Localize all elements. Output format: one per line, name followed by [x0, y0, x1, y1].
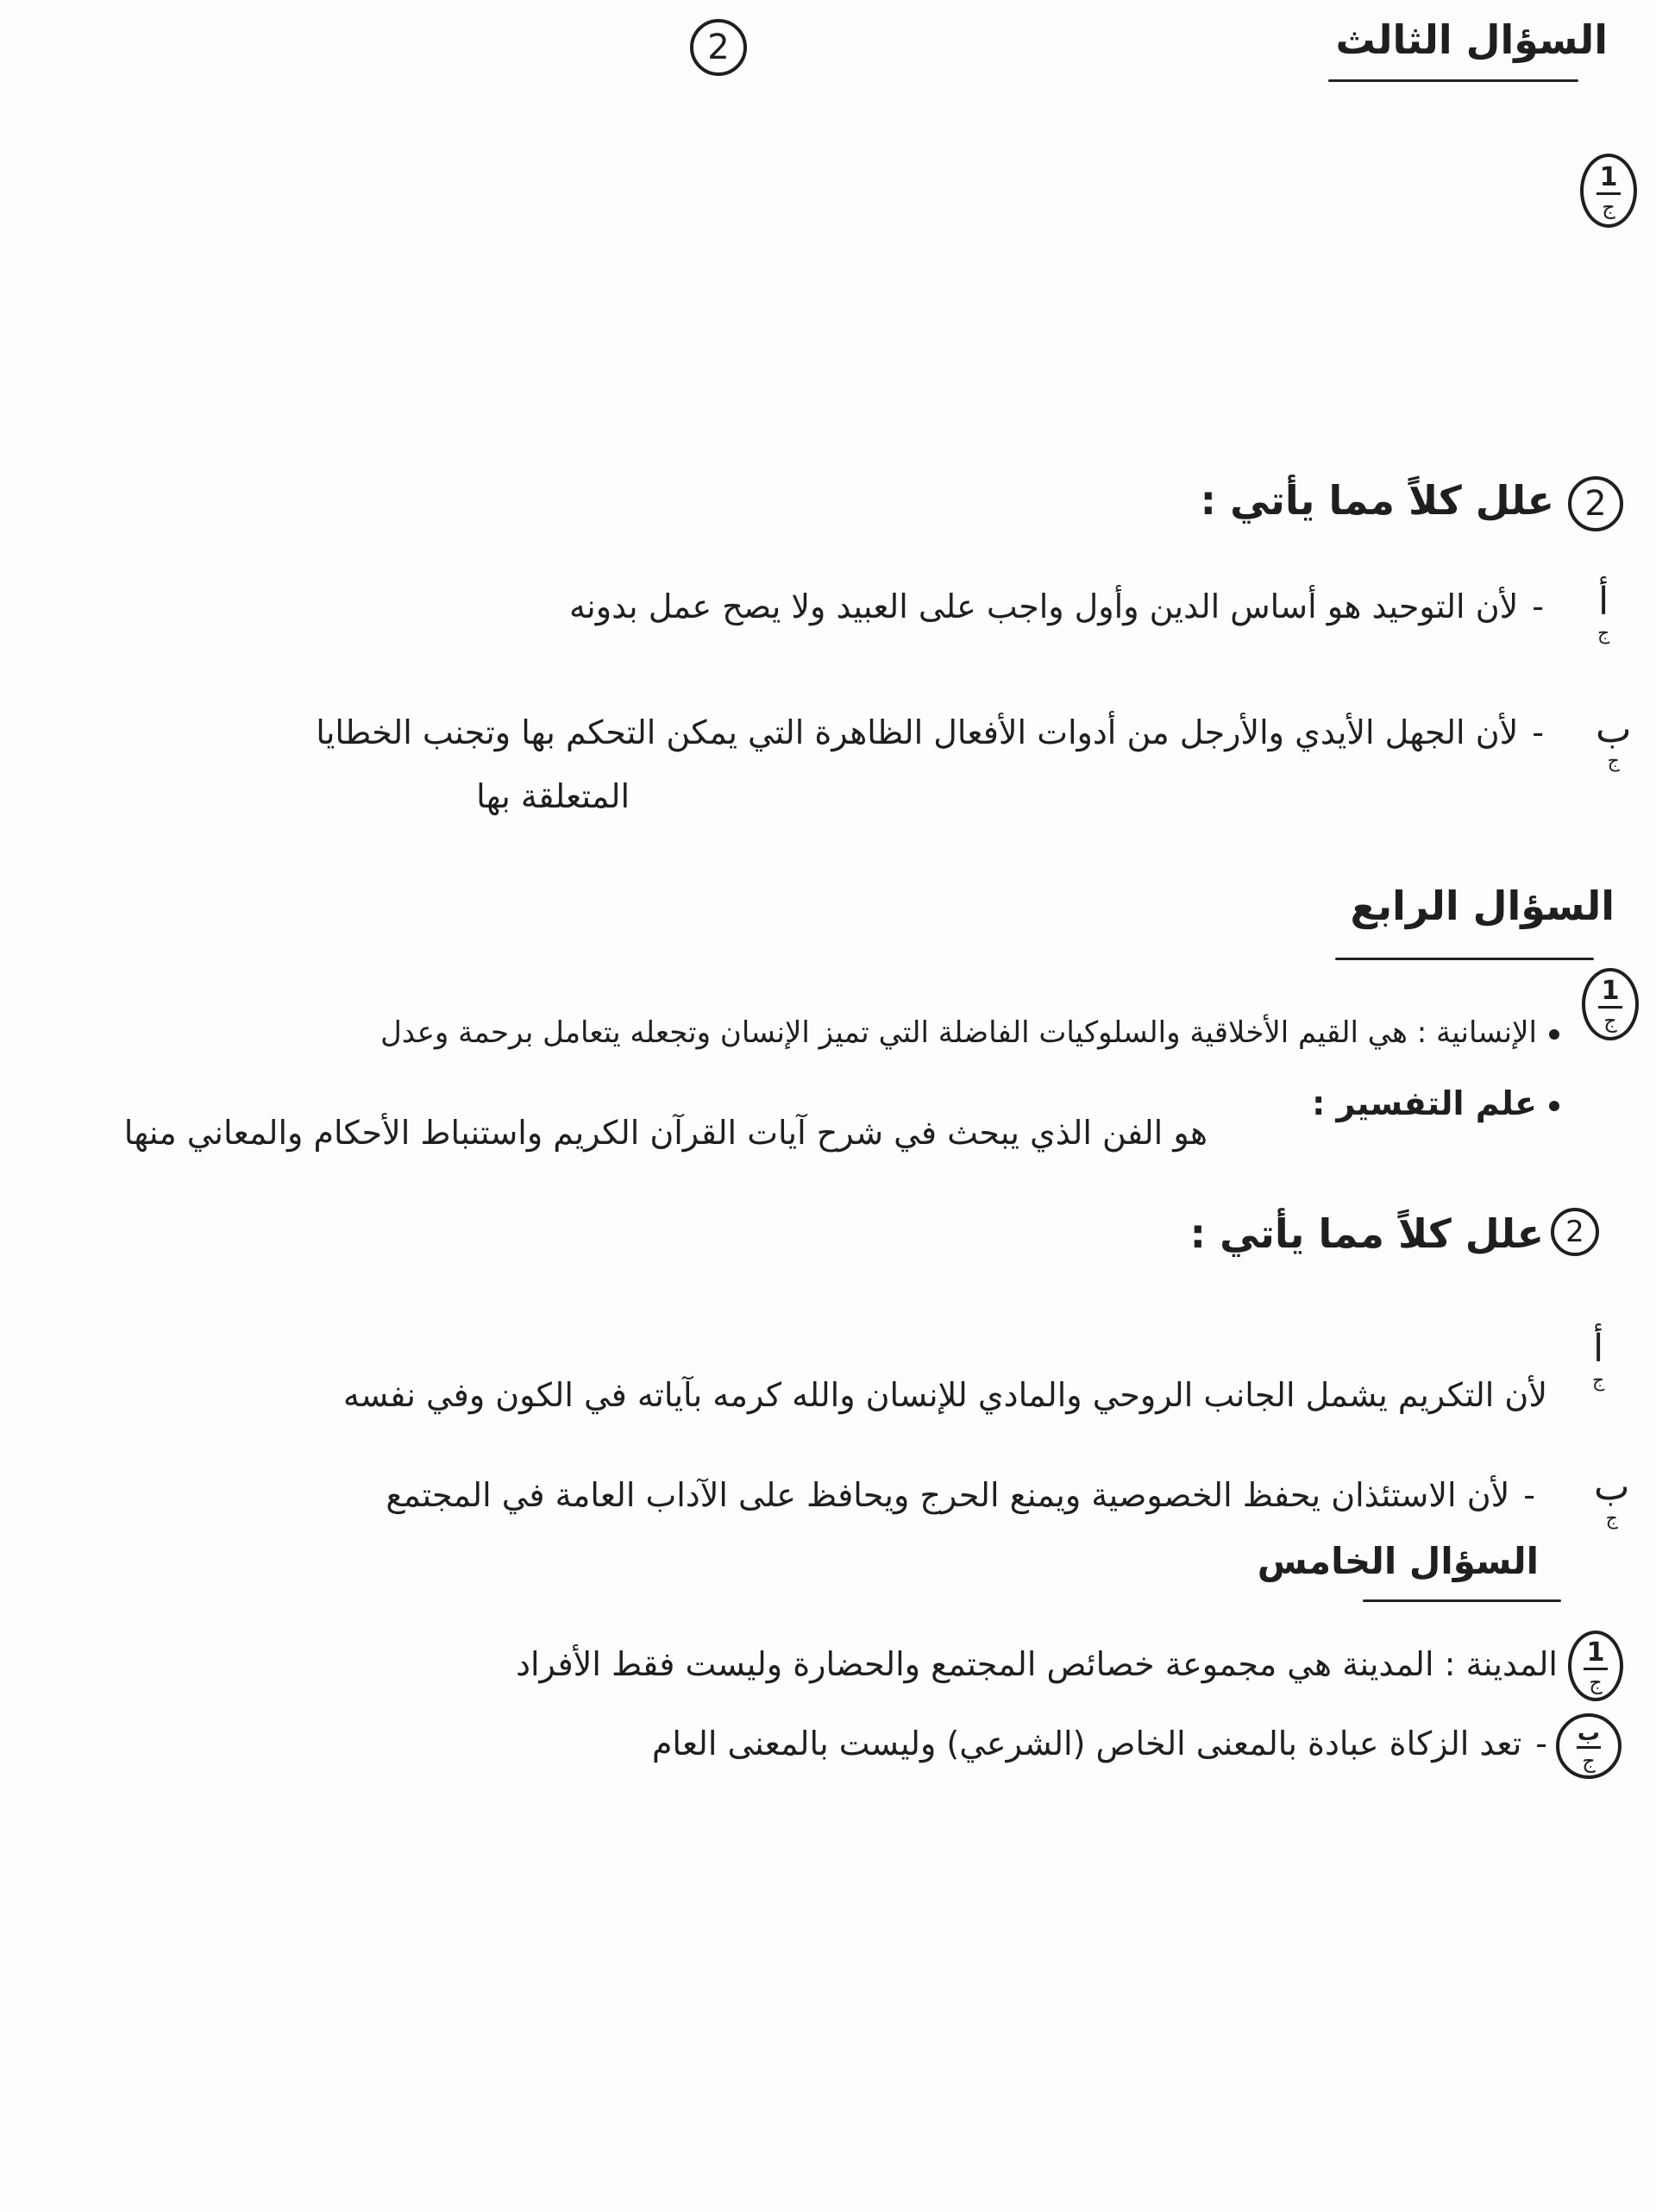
page-number-text: 2	[707, 28, 730, 67]
q3-b-answer-line1: -لأن الجهل الأيدي والأرجل من أدوات الأفعال الظاهرة التي يمكن التحكم بها وتجنب الخطايا	[316, 713, 1544, 751]
q4-definition-tafsir-text: هو الفن الذي يبحث في شرح آيات القرآن الكريم واستنباط الأحكام والمعاني منها	[123, 1114, 1208, 1152]
q3-heading-underline	[1328, 79, 1578, 82]
q5-heading-underline	[1363, 1599, 1561, 1602]
q3-part1-badge: 1 ج	[1580, 154, 1637, 228]
q5-part1-badge: 1 ج	[1568, 1631, 1623, 1701]
q4-b-label: ب ج	[1594, 1465, 1630, 1530]
q3-a-answer: -لأن التوحيد هو أساس الدين وأول واجب على العبيد ولا يصح عمل بدونه	[568, 588, 1544, 625]
q5-part-b-badge: ب ج	[1556, 1713, 1622, 1779]
q4-a-label: أ ج	[1592, 1327, 1605, 1392]
q5-item1: المدينة : المدينة هي مجموعة خصائص المجتمع والحضارة وليست فقط الأفراد	[516, 1645, 1558, 1683]
q4-part2-badge: 2	[1551, 1208, 1599, 1256]
q4-part1-badge: 1 ج	[1582, 968, 1639, 1040]
q4-definition-tafsir: علم التفسير :	[1312, 1084, 1559, 1125]
q3-a-label: أ ج	[1597, 580, 1610, 644]
q3-part2-badge: 2	[1568, 476, 1623, 531]
q5-item2: -تعد الزكاة عبادة بالمعنى الخاص (الشرعي) وليست بالمعنى العام	[651, 1725, 1547, 1763]
q4-heading: السؤال الرابع	[1350, 883, 1615, 929]
q4-heading-underline	[1335, 958, 1594, 960]
q3-part2-title: علل كلاً مما يأتي :	[1200, 477, 1554, 524]
q4-part2-title: علل كلاً مما يأتي :	[1189, 1210, 1544, 1257]
q4-definition-humanity: الإنسانية : هي القيم الأخلاقية والسلوكيات الفاضلة التي تميز الإنسان وتجعله يتعامل برحمة وعدل	[380, 1015, 1559, 1052]
page-number	[690, 19, 747, 76]
q4-a-answer: لأن التكريم يشمل الجانب الروحي والمادي للإنسان والله كرمه بآياته في الكون وفي نفسه	[342, 1376, 1547, 1414]
q3-b-answer-line2: المتعلقة بها	[476, 777, 630, 815]
q3-b-label: ب ج	[1596, 707, 1632, 772]
q5-heading: السؤال الخامس	[1257, 1540, 1539, 1582]
q3-heading: السؤال الثالث	[1335, 16, 1608, 63]
q4-b-answer: -لأن الاستئذان يحفظ الخصوصية ويمنع الحرج ويحافظ على الآداب العامة في المجتمع	[386, 1476, 1535, 1514]
